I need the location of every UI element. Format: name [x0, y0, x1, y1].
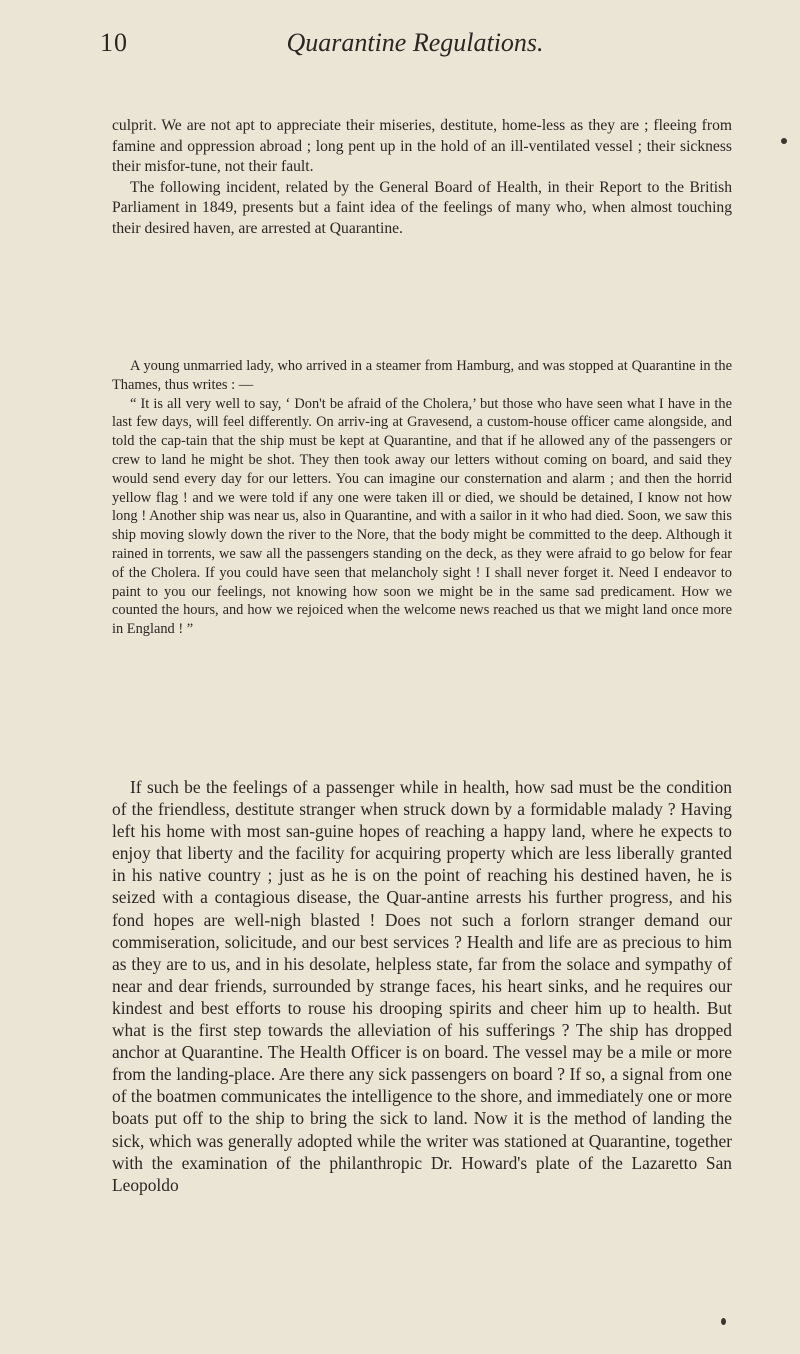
paragraph-culprit: culprit. We are not apt to appreciate their miseries, destitute, home-less as they are ; fleeing from famine and oppression abroad ; long pent up in the hold of an ill-ventilated vessel ; their sickness their misfor-tune, not their fault. — [112, 117, 732, 175]
paragraph-letter-quote: “ It is all very well to say, ‘ Don't be afraid of the Cholera,’ but those who have seen what I have in the last few days, will feel differently. On arriv-ing at Gravesend, a custom-house officer came alongside, and told the cap-tain that the ship must be kept at Quarantine, and that if he allowed any of the passengers or crew to land he might be shot. They then took away our letters without coming on board, and said they would send every day for our letters. You can imagine our consternation and alarm ; and then the horrid yellow flag ! and we were told if any one were taken ill or died, we should be detained, I know not how long ! Another ship was near us, also in Quarantine, and with a sailor in it who had died. Soon, we saw this ship moving slowly down the river to the Nore, that the body might be committed to the deep. Although it rained in torrents, we saw all the passengers standing on the deck, as they were afraid to go below for fear of the Cholera. If you could have seen that melancholy sight ! I shall never forget it. Need I endeavor to paint to you our feelings, not knowing how soon we might be in the same sad predicament. How we counted the hours, and how we rejoiced when the welcome news reached us that we might land once more in England ! ” — [112, 395, 732, 638]
paragraph-feelings-of-passenger: If such be the feelings of a passenger while in health, how sad must be the condition of the friendless, destitute stranger when struck down by a formidable malady ? Having left his home with most san-guine hopes of reaching a happy land, where he expects to enjoy that liberty and the facility for acquiring property which are less liberally granted in his native country ; just as he is on the point of reaching his destined haven, he is seized with a contagious disease, the Quar-antine arrests his further progress, and his fond hopes are well-nigh blasted ! Does not such a forlorn stranger demand our commiseration, solicitude, and our best services ? Health and life are as precious to him as they are to us, and in his desolate, helpless state, far from the solace and sympathy of near and dear friends, surrounded by strange faces, his heart sinks, and he requires our kindest and best efforts to rouse his drooping spirits and cheer him up to health. But what is the first step towards the alleviation of his sufferings ? The ship has dropped anchor at Quarantine. The Health Officer is on board. The vessel may be a mile or more from the landing-place. Are there any sick passengers on board ? If so, a signal from one of the boatmen communicates the intelligence to the shore, and immediately one or more boats put off to the ship to bring the sick to land. Now it is the method of landing the sick, which was generally adopted while the writer was stationed at Quarantine, together with the examination of the philanthropic Dr. Howard's plate of the Lazaretto San Leopoldo — [112, 777, 732, 1195]
paragraph-general-board: The following incident, related by the General Board of Health, in their Report to the British Parliament in 1849, presents but a faint idea of the feelings of many who, when almost touching their desired haven, are arrested at Quarantine. — [112, 178, 732, 237]
page-number: 10 — [100, 28, 128, 57]
quoted-letter — [112, 357, 732, 639]
page-header — [100, 28, 730, 68]
running-title: Quarantine Regulations. — [286, 28, 544, 57]
paragraph-young-lady-intro: A young unmarried lady, who arrived in a steamer from Hamburg, and was stopped at Quarantine in the Thames, thus writes : — — [112, 358, 732, 393]
main-text — [112, 776, 732, 1196]
ink-spot-mark — [781, 138, 787, 144]
ink-spot-mark — [721, 1318, 726, 1325]
opening-text — [112, 116, 732, 239]
